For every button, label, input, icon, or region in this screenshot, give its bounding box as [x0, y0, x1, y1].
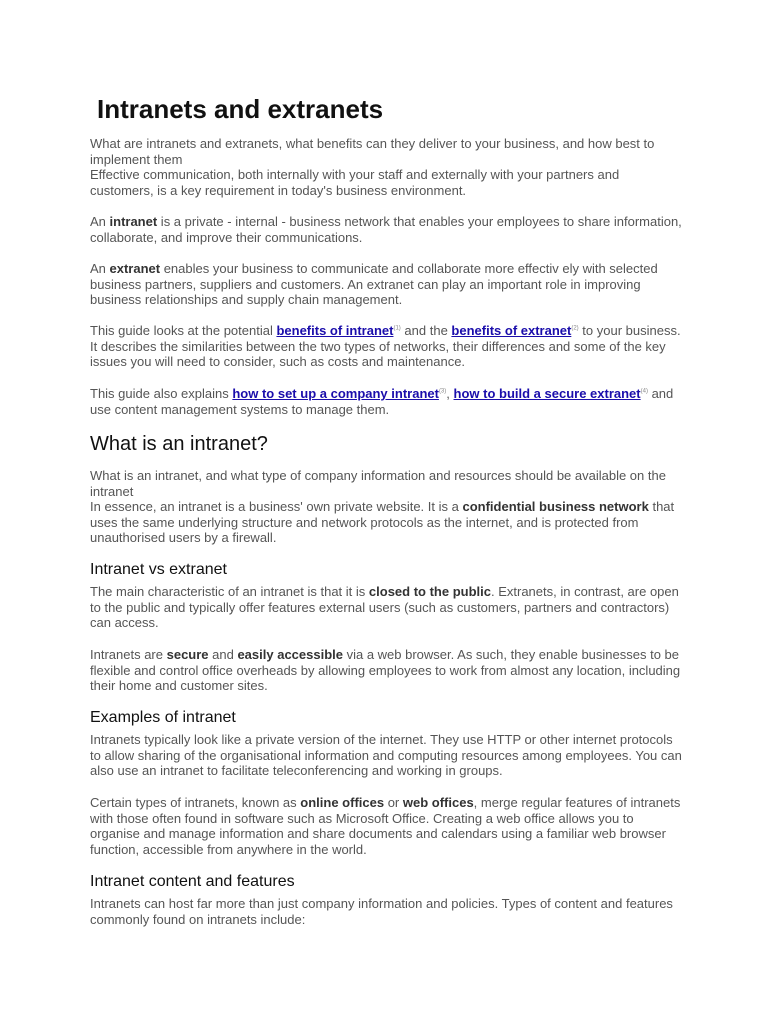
text-run: or: [384, 795, 403, 810]
bold-term: closed to the public: [368, 584, 491, 599]
text-line: intranet: [90, 483, 134, 499]
intro-line: Effective communication, both internally with your staff and externally with your partners and: [90, 167, 620, 183]
section-heading-intranet-vs-extranet: Intranet vs extranet: [90, 561, 227, 578]
bold-term: secure: [166, 647, 209, 662]
text-run: . Extranets, in contrast, are open to the public and typically offer features external users (such as customers, partners and contractors) can access.: [90, 584, 679, 631]
reference-marker: (4): [640, 388, 648, 395]
intro-paragraph: [90, 136, 682, 198]
text-run: The main characteristic of an intranet is that it is: [90, 584, 369, 599]
intranet-term: intranet: [109, 214, 158, 229]
intro-line: What are intranets and extranets, what benefits can they deliver to your business, and how best to: [90, 136, 655, 151]
section-heading-what-is-intranet: What is an intranet?: [90, 433, 268, 455]
text-run: An: [90, 261, 110, 276]
bold-term: confidential business network: [462, 499, 649, 515]
text-run: and: [208, 647, 238, 662]
intro-line: customers, is a key requirement in today's business environment.: [90, 182, 467, 198]
text-run: An: [90, 214, 110, 229]
web-offices-paragraph: [90, 795, 682, 857]
reference-marker: (3): [438, 388, 447, 395]
text-run: and use content management systems to manage them.: [90, 386, 674, 417]
text-run: enables your business to communicate and collaborate more effectiv ely with selected business partners, suppliers and customers. An extranet can play an important role in improving business relationships and supply chain management.: [90, 261, 658, 308]
page-title: Intranets and extranets: [97, 94, 384, 124]
text-run: Certain types of intranets, known as: [90, 795, 301, 810]
guide-paragraph: [90, 323, 682, 370]
text-run: via a web browser. As such, they enable businesses to be flexible and control office overheads by allowing employees to work from almost any location, including their home and customer sites.: [90, 647, 681, 694]
content-features-paragraph: Intranets can host far more than just company information and policies. Types of content and features commonly found on intranets include:: [90, 896, 673, 927]
text-run: ,: [446, 386, 454, 401]
reference-marker: (2): [571, 325, 579, 332]
bold-term: online offices: [300, 795, 385, 810]
examples-paragraph: Intranets typically look like a private version of the internet. They use HTTP or other internet protocols to allow sharing of the organisational information and computing resources among employees. You can also use an intranet to facilitate teleconferencing and working in groups.: [90, 732, 682, 779]
section-heading-content-features: Intranet content and features: [90, 873, 295, 890]
intranet-definition: [90, 214, 682, 245]
set-up-intranet-link[interactable]: how to set up a company intranet: [232, 386, 439, 401]
text-run: is a private - internal - business network that enables your employees to share information, collaborate, and improve their communications.: [90, 214, 682, 245]
text-run: , merge regular features of intranets with those often found in software such as Microsoft Office. Creating a web office allows you to organise and manage information and share documents and calendars using a familiar web browser function, accessible from anywhere in the world.: [90, 795, 681, 857]
guide-paragraph-2: [90, 386, 682, 417]
intranet-secure-paragraph: [90, 647, 682, 694]
text-run: to your business. It describes the similarities between the two types of networks, their differences and some of the key issues you will need to consider, such as costs and maintenance.: [90, 323, 681, 370]
intro-line: implement them: [90, 151, 183, 167]
what-is-intranet-paragraph: [90, 468, 682, 546]
text-run: and the: [400, 323, 452, 338]
intranet-vs-extranet-paragraph: [90, 584, 682, 631]
text-run: In essence, an intranet is a business' own private website. It is a: [90, 499, 463, 515]
text-run: This guide looks at the potential: [90, 323, 277, 338]
section-heading-examples: Examples of intranet: [90, 709, 236, 726]
text-line: What is an intranet, and what type of company information and resources should be available on the: [90, 468, 666, 483]
bold-term: easily accessible: [237, 647, 343, 662]
build-secure-extranet-link[interactable]: how to build a secure extranet: [453, 386, 641, 401]
text-run: This guide also explains: [90, 386, 233, 401]
extranet-definition: [90, 261, 682, 308]
bold-term: web offices: [402, 795, 474, 810]
reference-marker: (1): [393, 325, 401, 332]
benefits-of-intranet-link[interactable]: benefits of intranet: [276, 323, 394, 338]
text-run: that uses the same underlying structure and network protocols as the internet, and is protected from unauthorised users by a firewall.: [90, 499, 675, 546]
extranet-term: extranet: [109, 261, 161, 276]
benefits-of-extranet-link[interactable]: benefits of extranet: [451, 323, 572, 338]
text-run: Intranets are: [90, 647, 167, 662]
